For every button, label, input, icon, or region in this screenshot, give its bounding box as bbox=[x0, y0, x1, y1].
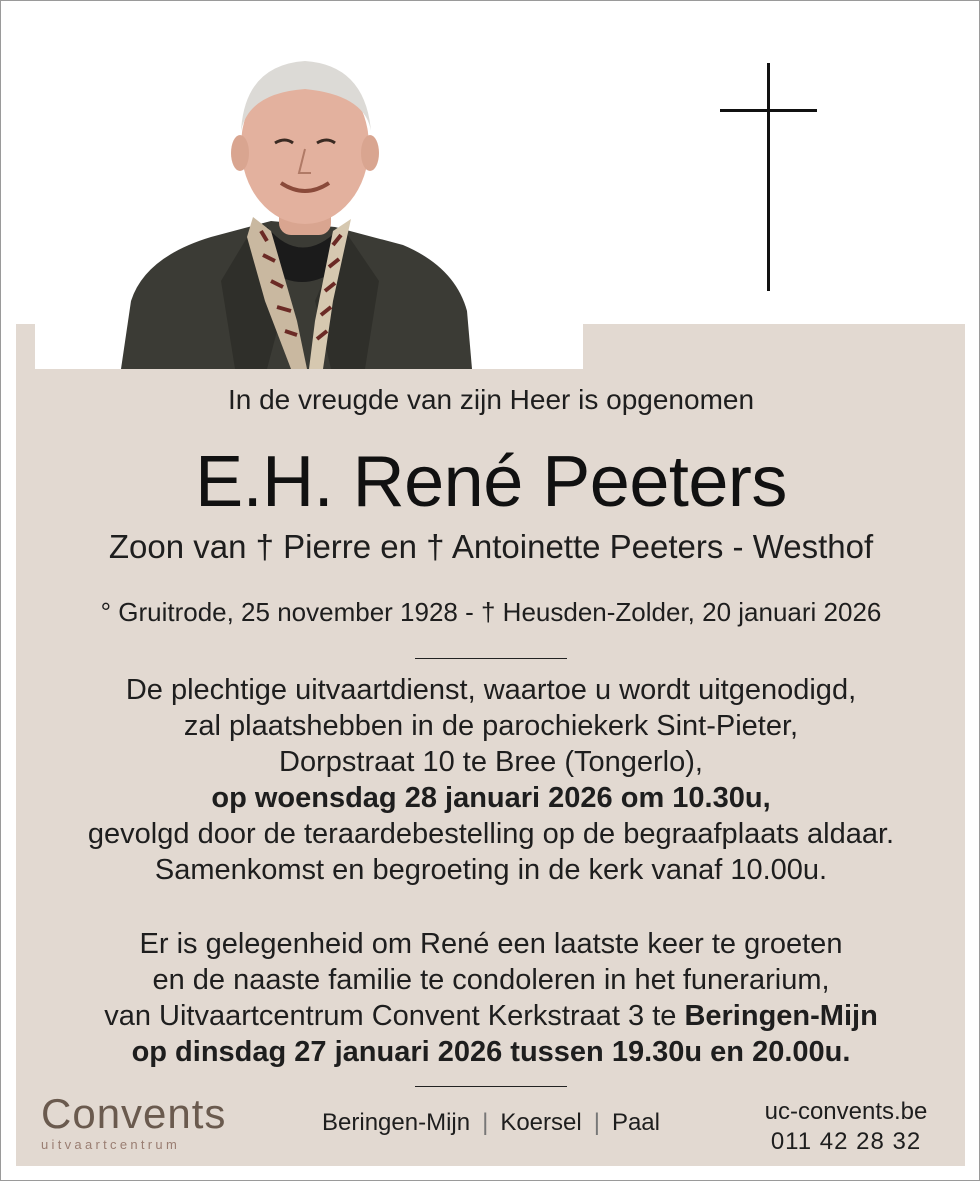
visitation-date-line: op dinsdag 27 januari 2026 tussen 19.30u en 20.00u. bbox=[131, 1036, 851, 1068]
service-line: De plechtige uitvaartdienst, waartoe u wordt uitgenodigd, bbox=[125, 674, 857, 706]
location-item: Paal bbox=[611, 1109, 660, 1136]
latin-cross-icon bbox=[767, 63, 770, 291]
separator: | bbox=[482, 1109, 489, 1136]
divider-top bbox=[415, 658, 567, 659]
logo-subtitle: uitvaartcentrum bbox=[41, 1137, 181, 1152]
location-item: Beringen-Mijn bbox=[322, 1109, 471, 1136]
separator: | bbox=[593, 1109, 600, 1136]
service-line: Samenkomst en begroeting in de kerk vanaf 10.00u. bbox=[154, 854, 828, 886]
birth-death-dates: ° Gruitrode, 25 november 1928 - † Heusden-Zolder, 20 januari 2026 bbox=[100, 597, 882, 627]
service-line: Dorpstraat 10 te Bree (Tongerlo), bbox=[279, 746, 703, 778]
cross-crossbar bbox=[720, 109, 817, 112]
website-text: uc-convents.be bbox=[764, 1098, 928, 1125]
intro-text: In de vreugde van zijn Heer is opgenomen bbox=[227, 384, 755, 415]
service-date-line: op woensdag 28 januari 2026 om 10.30u, bbox=[211, 782, 771, 814]
contact-block bbox=[761, 1097, 931, 1157]
parents-text: Zoon van † Pierre en † Antoinette Peeters - Westhof bbox=[108, 528, 874, 565]
visitation-location-line bbox=[1, 998, 980, 1034]
portrait-photo bbox=[35, 31, 583, 369]
divider-bottom bbox=[415, 1086, 567, 1087]
visitation-address: van Uitvaartcentrum Convent Kerkstraat 3 te bbox=[104, 1000, 685, 1032]
service-line: gevolgd door de teraardebestelling op de begraafplaats aldaar. bbox=[87, 818, 895, 850]
deceased-name: E.H. René Peeters bbox=[195, 442, 787, 522]
visitation-line: en de naaste familie te condoleren in het funerarium, bbox=[152, 964, 830, 996]
service-line: zal plaatshebben in de parochiekerk Sint-Pieter, bbox=[183, 710, 799, 742]
visitation-line: Er is gelegenheid om René een laatste keer te groeten bbox=[139, 928, 843, 960]
portrait-illustration bbox=[35, 31, 583, 369]
logo-wordmark: Convents bbox=[41, 1090, 227, 1137]
phone-text: 011 42 28 32 bbox=[770, 1128, 922, 1155]
location-item: Koersel bbox=[500, 1109, 582, 1136]
visitation-town: Beringen-Mijn bbox=[684, 1000, 878, 1032]
